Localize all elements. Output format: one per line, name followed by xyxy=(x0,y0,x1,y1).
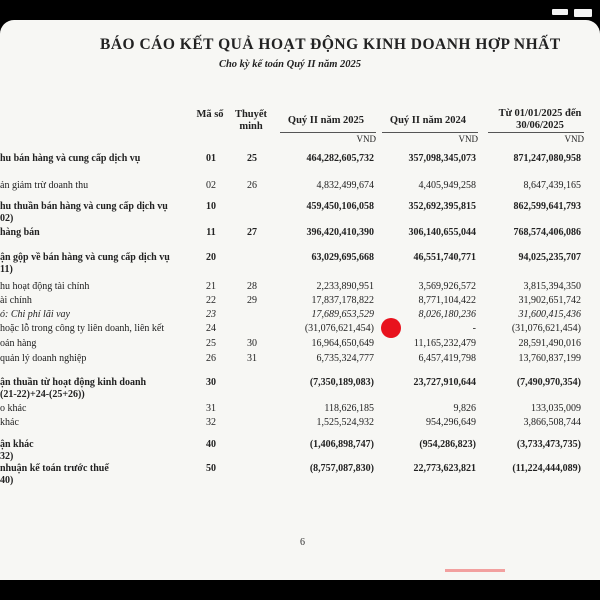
table-row xyxy=(0,338,600,352)
row-label: ận gộp về bán hàng và cung cấp dịch vụ xyxy=(0,252,170,263)
row-note: 25 xyxy=(247,153,257,164)
value-q2-2025: 459,450,106,058 xyxy=(306,201,374,212)
row-code: 01 xyxy=(206,153,216,164)
value-q2-2024: 8,771,104,422 xyxy=(418,295,476,306)
header-thuyet-minh: Thuyết minh xyxy=(234,109,268,132)
table-row xyxy=(0,281,600,295)
row-code: 11 xyxy=(206,227,216,238)
table-row xyxy=(0,227,600,241)
row-label: hàng bán xyxy=(0,227,40,238)
table-row xyxy=(0,323,600,337)
value-q2-2025: 396,420,410,390 xyxy=(306,227,374,238)
value-q2-2025: (7,350,189,083) xyxy=(309,377,374,388)
value-ytd: (11,224,444,089) xyxy=(512,463,581,474)
value-ytd: (7,490,970,354) xyxy=(516,377,581,388)
value-q2-2024: 8,026,180,236 xyxy=(418,309,476,320)
value-q2-2025: 464,282,605,732 xyxy=(306,153,374,164)
value-q2-2024: (954,286,823) xyxy=(419,439,476,450)
row-label-continuation: 40) xyxy=(0,475,14,486)
row-label: ận thuần từ hoạt động kinh doanh xyxy=(0,377,147,388)
document-page xyxy=(0,20,600,580)
value-ytd: 94,025,235,707 xyxy=(518,252,581,263)
table-row xyxy=(0,417,600,431)
value-ytd: 871,247,080,958 xyxy=(513,153,581,164)
row-label-continuation: (21-22)+24-(25+26)) xyxy=(0,389,85,400)
row-label: hu bán hàng và cung cấp dịch vụ xyxy=(0,153,141,164)
row-label: ài chính xyxy=(0,295,32,306)
value-ytd: 31,600,415,436 xyxy=(518,309,581,320)
value-ytd: 3,866,508,744 xyxy=(523,417,581,428)
row-label: hu hoạt động tài chính xyxy=(0,281,90,292)
value-q2-2024: 9,826 xyxy=(453,403,476,414)
value-ytd: 28,591,490,016 xyxy=(518,338,581,349)
report-title: BÁO CÁO KẾT QUẢ HOẠT ĐỘNG KINH DOANH HỢP NHẤT xyxy=(100,36,561,53)
value-q2-2024: 11,165,232,479 xyxy=(413,338,476,349)
table-row xyxy=(0,252,600,275)
row-code: 23 xyxy=(206,309,216,320)
value-q2-2024: 3,569,926,572 xyxy=(418,281,476,292)
row-label: ận khác xyxy=(0,439,34,450)
unit-label: VND xyxy=(564,134,584,144)
value-q2-2025: (8,757,087,830) xyxy=(309,463,374,474)
row-code: 32 xyxy=(206,417,216,428)
row-label: khác xyxy=(0,417,19,428)
table-row xyxy=(0,377,600,400)
value-q2-2024: 357,098,345,073 xyxy=(408,153,476,164)
value-q2-2025: 63,029,695,668 xyxy=(311,252,374,263)
row-code: 21 xyxy=(206,281,216,292)
row-code: 26 xyxy=(206,353,216,364)
value-q2-2024: 306,140,655,044 xyxy=(408,227,476,238)
value-ytd: (3,733,473,735) xyxy=(516,439,581,450)
value-q2-2025: 118,626,185 xyxy=(324,403,374,414)
value-ytd: 13,760,837,199 xyxy=(518,353,581,364)
value-ytd: 133,035,009 xyxy=(531,403,581,414)
row-note: 27 xyxy=(247,227,257,238)
value-q2-2025: 16,964,650,649 xyxy=(311,338,374,349)
table-row xyxy=(0,353,600,367)
divider xyxy=(280,132,376,133)
value-q2-2025: 17,689,653,529 xyxy=(311,309,374,320)
row-code: 50 xyxy=(206,463,216,474)
window-controls xyxy=(552,9,592,17)
value-q2-2024: 23,727,910,644 xyxy=(413,377,476,388)
row-note: 26 xyxy=(247,180,257,191)
row-code: 25 xyxy=(206,338,216,349)
row-label: hu thuần bán hàng và cung cấp dịch vụ xyxy=(0,201,168,212)
row-label: oán hàng xyxy=(0,338,37,349)
divider xyxy=(382,132,478,133)
row-code: 02 xyxy=(206,180,216,191)
value-ytd: 3,815,394,350 xyxy=(523,281,581,292)
fullscreen-icon[interactable] xyxy=(552,9,568,15)
row-label: nhuận kế toán trước thuế xyxy=(0,463,109,474)
value-q2-2024: - xyxy=(472,323,476,334)
value-q2-2024: 4,405,949,258 xyxy=(418,180,476,191)
row-note: 28 xyxy=(247,281,257,292)
row-code: 24 xyxy=(206,323,216,334)
value-ytd: 31,902,651,742 xyxy=(518,295,581,306)
row-label-continuation: 32) xyxy=(0,451,14,462)
value-q2-2025: 6,735,324,777 xyxy=(316,353,374,364)
header-ma-so: Mã số xyxy=(196,109,224,120)
table-row xyxy=(0,180,600,194)
value-ytd: (31,076,621,454) xyxy=(511,323,581,334)
value-q2-2025: 2,233,890,951 xyxy=(316,281,374,292)
row-code: 31 xyxy=(206,403,216,414)
table-row xyxy=(0,403,600,417)
value-q2-2025: 17,837,178,822 xyxy=(311,295,374,306)
row-note: 31 xyxy=(247,353,257,364)
row-label-continuation: 11) xyxy=(0,264,13,275)
header-q2-2024: Quý II năm 2024 xyxy=(389,115,467,126)
red-dot-marker xyxy=(381,318,401,338)
value-q2-2025: (31,076,621,454) xyxy=(304,323,374,334)
row-note: 29 xyxy=(247,295,257,306)
page-number: 6 xyxy=(300,537,305,548)
header-ytd: Từ 01/01/2025 đến 30/06/2025 xyxy=(498,108,582,131)
row-label: ản giảm trừ doanh thu xyxy=(0,180,89,191)
red-mark xyxy=(445,569,505,572)
row-code: 10 xyxy=(206,201,216,212)
row-label-continuation: 02) xyxy=(0,213,14,224)
row-code: 20 xyxy=(206,252,216,263)
unit-label: VND xyxy=(458,134,478,144)
unit-label: VND xyxy=(356,134,376,144)
table-row xyxy=(0,309,600,323)
row-label: hoặc lỗ trong công ty liên doanh, liên kết xyxy=(0,323,165,334)
report-subtitle: Cho kỳ kế toán Quý II năm 2025 xyxy=(218,59,362,70)
row-note: 30 xyxy=(247,338,257,349)
row-code: 30 xyxy=(206,377,216,388)
row-label: o khác xyxy=(0,403,27,414)
close-icon[interactable] xyxy=(574,9,592,17)
value-q2-2024: 352,692,395,815 xyxy=(408,201,476,212)
header-q2-2025: Quý II năm 2025 xyxy=(287,115,365,126)
table-row xyxy=(0,153,600,167)
value-ytd: 768,574,406,086 xyxy=(513,227,581,238)
value-q2-2024: 22,773,623,821 xyxy=(413,463,476,474)
value-q2-2025: 1,525,524,932 xyxy=(316,417,374,428)
row-label: quản lý doanh nghiệp xyxy=(0,353,87,364)
table-row xyxy=(0,463,600,486)
table-row xyxy=(0,439,600,462)
table-row xyxy=(0,295,600,309)
row-code: 40 xyxy=(206,439,216,450)
value-q2-2024: 46,551,740,771 xyxy=(413,252,476,263)
value-q2-2025: (1,406,898,747) xyxy=(309,439,374,450)
divider xyxy=(488,132,584,133)
value-ytd: 8,647,439,165 xyxy=(523,180,581,191)
value-q2-2025: 4,832,499,674 xyxy=(316,180,374,191)
value-ytd: 862,599,641,793 xyxy=(513,201,581,212)
value-q2-2024: 6,457,419,798 xyxy=(418,353,476,364)
table-row xyxy=(0,201,600,224)
row-code: 22 xyxy=(206,295,216,306)
row-label: ó: Chi phí lãi vay xyxy=(0,309,70,320)
value-q2-2024: 954,296,649 xyxy=(426,417,476,428)
